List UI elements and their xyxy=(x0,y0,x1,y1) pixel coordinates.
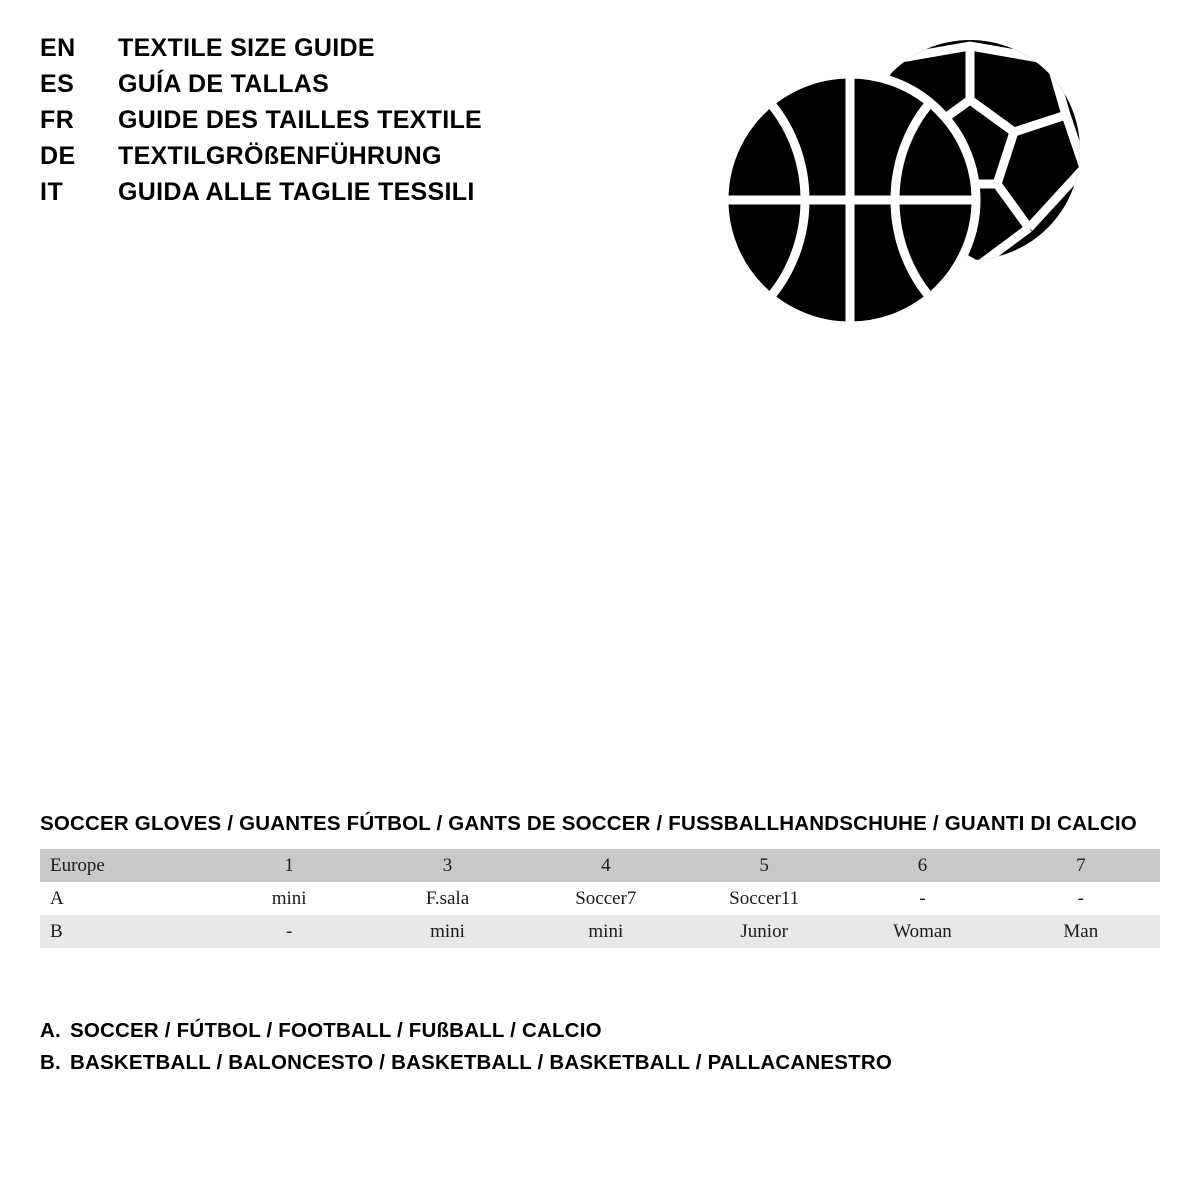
language-header-block xyxy=(40,30,660,210)
legend-key: A. xyxy=(40,1019,61,1042)
legend-item-b xyxy=(40,1047,1160,1079)
table-row xyxy=(40,915,1160,948)
language-row xyxy=(40,66,660,102)
language-code: EN xyxy=(40,34,76,62)
language-title: GUÍA DE TALLAS xyxy=(118,70,330,98)
size-table xyxy=(40,849,1160,948)
balls-svg xyxy=(720,40,1100,330)
table-cell: - xyxy=(843,882,1001,915)
table-cell: - xyxy=(1002,882,1160,915)
table-row-label: B xyxy=(40,915,210,948)
language-title: TEXTILGRÖßENFÜHRUNG xyxy=(118,142,442,170)
language-title: GUIDA ALLE TAGLIE TESSILI xyxy=(118,178,475,206)
table-row-label: A xyxy=(40,882,210,915)
table-cell: Junior xyxy=(685,915,843,948)
table-cell: 6 xyxy=(843,849,1001,882)
table-cell: 5 xyxy=(685,849,843,882)
basketball-and-soccer-ball-illustration xyxy=(720,40,1100,330)
table-row-header xyxy=(40,849,1160,882)
language-row xyxy=(40,30,660,66)
table-cell: Soccer7 xyxy=(527,882,685,915)
table-cell: mini xyxy=(368,915,526,948)
table-cell: 1 xyxy=(210,849,368,882)
language-row xyxy=(40,174,660,210)
language-title: TEXTILE SIZE GUIDE xyxy=(118,34,375,62)
legend-key: B. xyxy=(40,1051,61,1074)
table-cell: Man xyxy=(1002,915,1160,948)
table-cell: F.sala xyxy=(368,882,526,915)
legend-block xyxy=(40,1015,1160,1079)
size-table-title: SOCCER GLOVES / GUANTES FÚTBOL / GANTS DE SOCCER / FUSSBALLHANDSCHUHE / GUANTI DI CALCIO xyxy=(40,812,1137,835)
table-cell: Woman xyxy=(843,915,1001,948)
size-table-section xyxy=(40,812,1160,948)
language-code: ES xyxy=(40,70,75,98)
table-cell: Europe xyxy=(40,849,210,882)
language-row xyxy=(40,138,660,174)
table-cell: 3 xyxy=(368,849,526,882)
legend-text: SOCCER / FÚTBOL / FOOTBALL / FUßBALL / CALCIO xyxy=(70,1019,602,1042)
table-cell: Soccer11 xyxy=(685,882,843,915)
language-code: FR xyxy=(40,106,75,134)
table-row xyxy=(40,882,1160,915)
legend-item-a xyxy=(40,1015,1160,1047)
table-cell: mini xyxy=(210,882,368,915)
language-code: IT xyxy=(40,178,64,206)
legend-text: BASKETBALL / BALONCESTO / BASKETBALL / BASKETBALL / PALLACANESTRO xyxy=(70,1051,893,1074)
table-cell: mini xyxy=(527,915,685,948)
language-title: GUIDE DES TAILLES TEXTILE xyxy=(118,106,483,134)
table-cell: - xyxy=(210,915,368,948)
language-row xyxy=(40,102,660,138)
language-code: DE xyxy=(40,142,76,170)
table-cell: 4 xyxy=(527,849,685,882)
table-cell: 7 xyxy=(1002,849,1160,882)
basketball-icon xyxy=(724,74,976,326)
